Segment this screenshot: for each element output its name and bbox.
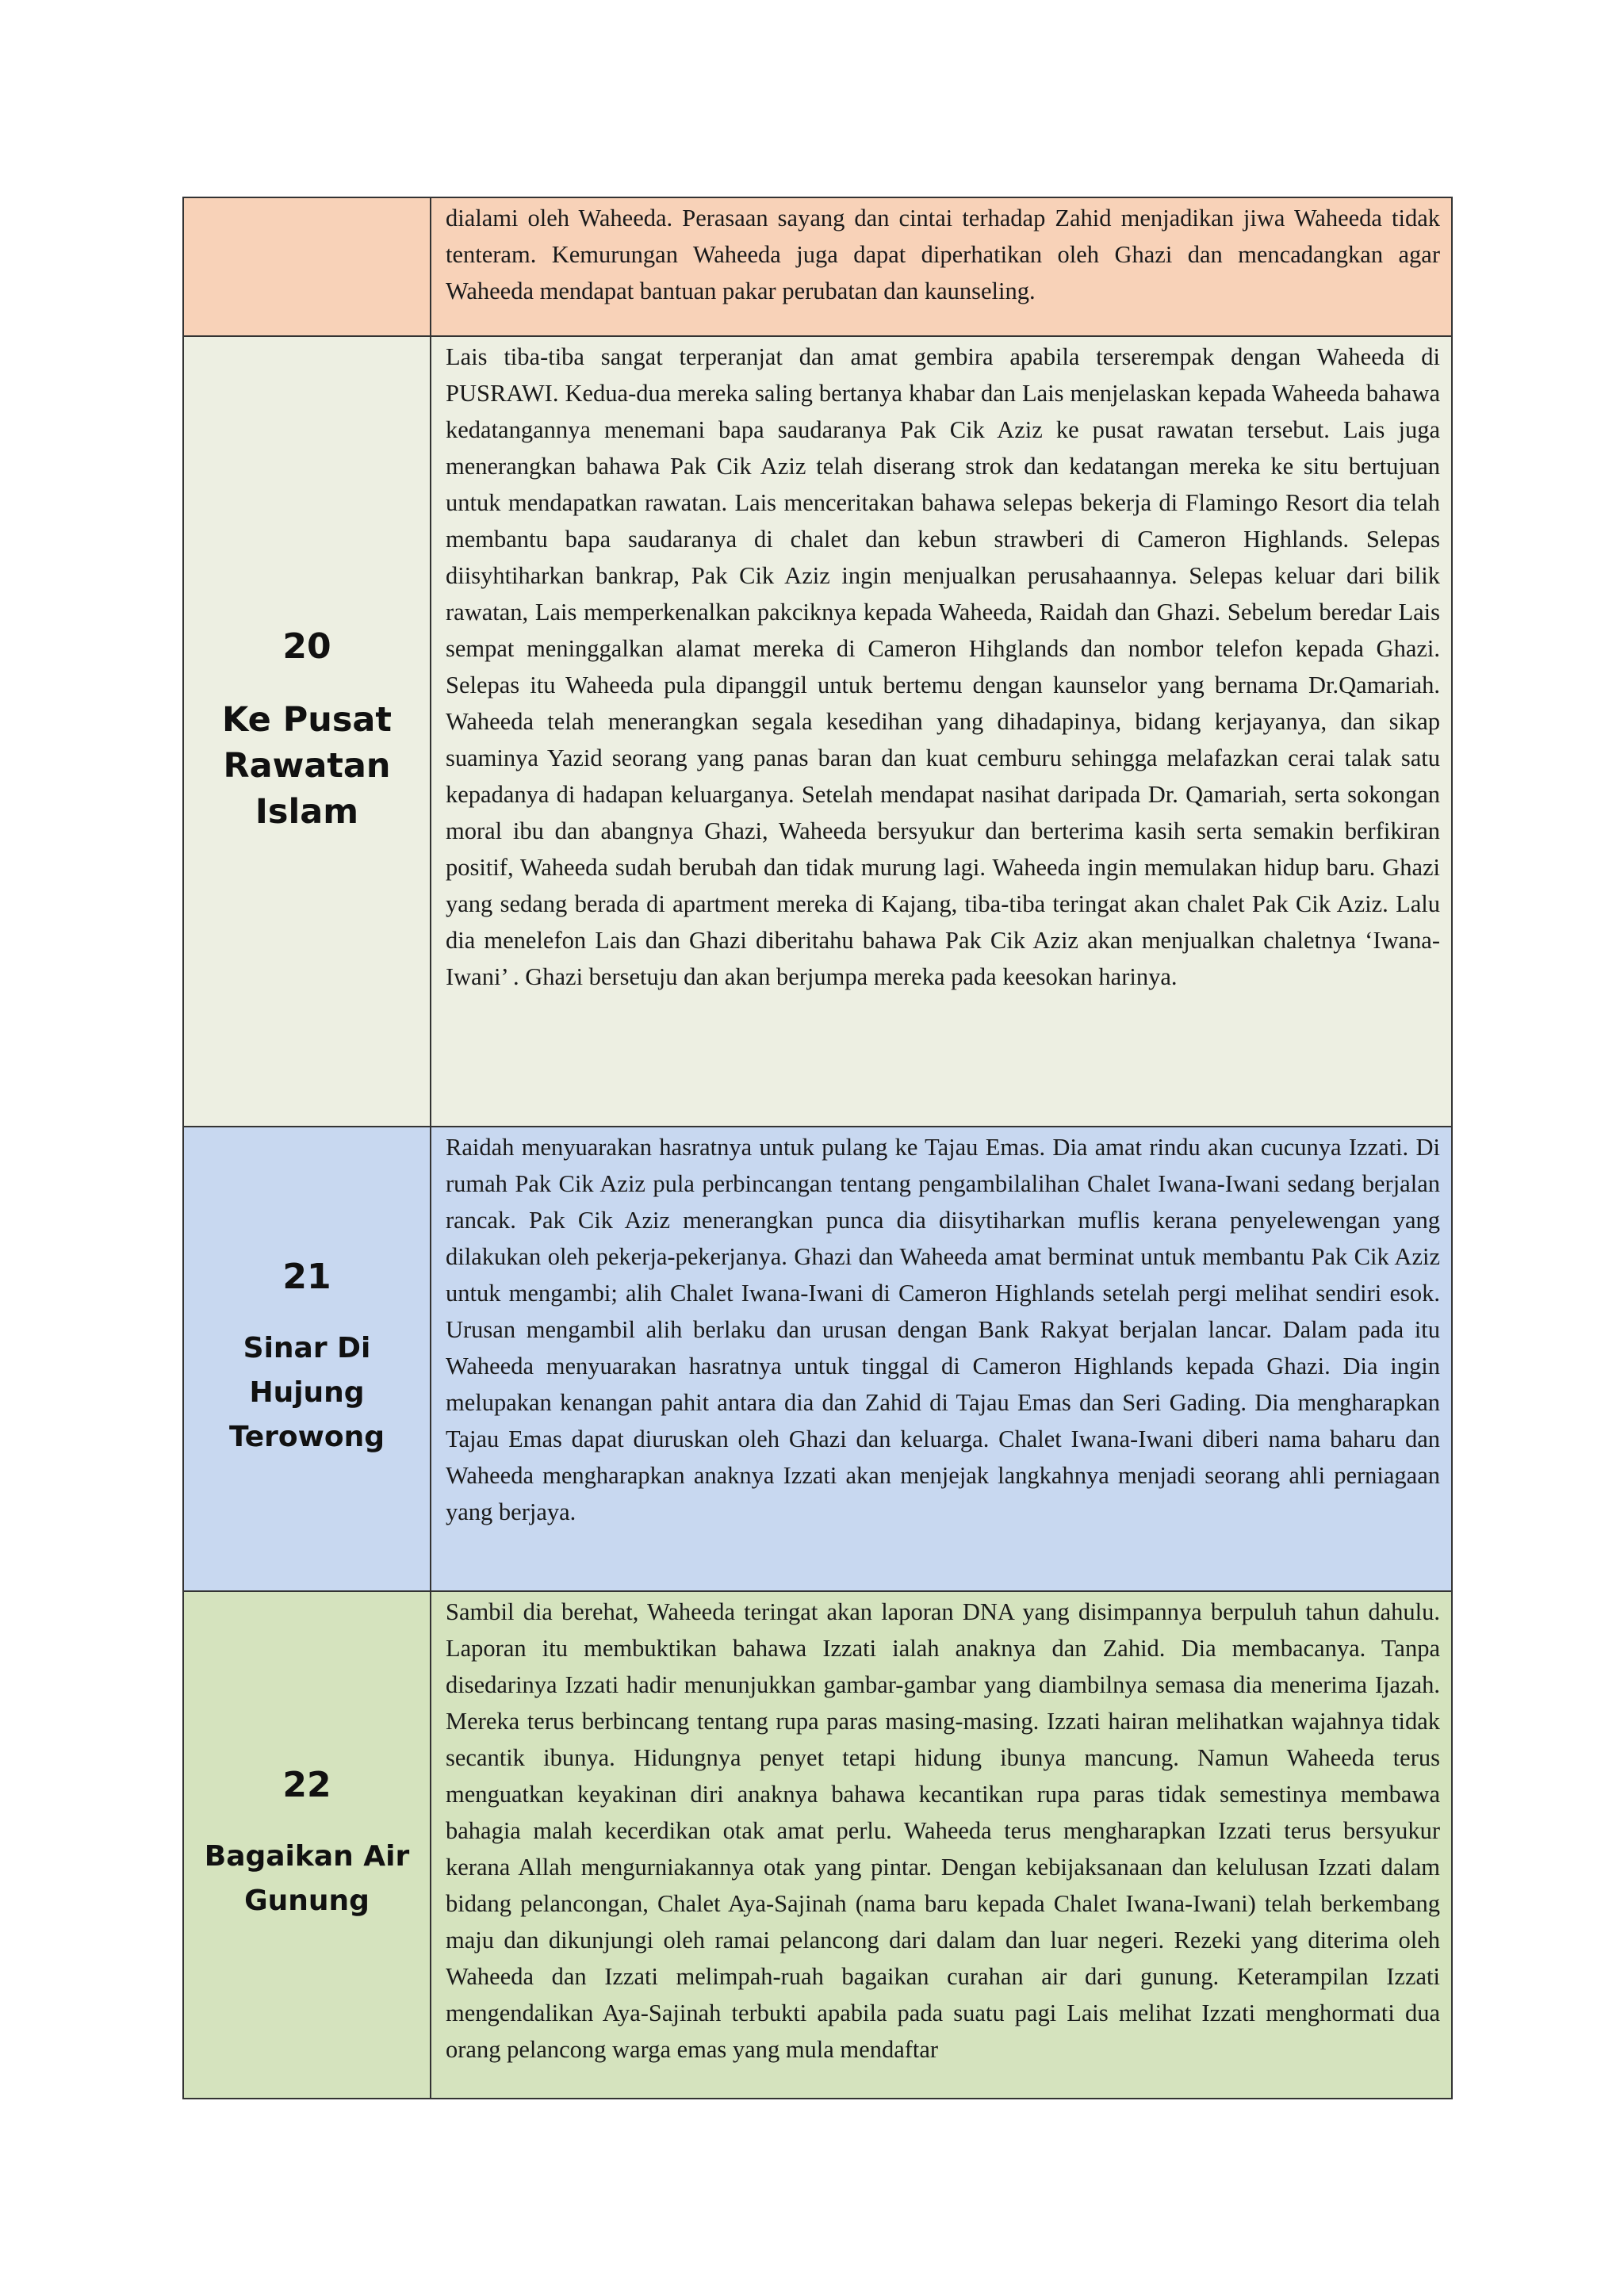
synopsis-text-cell — [431, 1127, 1452, 1591]
chapter-title: Sinar Di Hujung Terowong — [228, 1332, 385, 1454]
chapter-number: 22 — [282, 1764, 331, 1805]
synopsis-text-cell — [431, 336, 1452, 1127]
synopsis-text: dialami oleh Waheeda. Perasaan sayang dan cintai terhadap Zahid menjadikan jiwa Waheeda tidak tenteram. Kemurungan Waheeda juga dapat diperhatikan oleh Ghazi dan mencadangkan agar Waheeda mendapat bantuan pakar perubatan dan kaunseling. — [446, 205, 1440, 304]
synopsis-text: Sambil dia berehat, Waheeda teringat akan laporan DNA yang disimpannya berpuluh tahun dahulu. Laporan itu membuktikan bahawa Izzati ialah anaknya dan Zahid. Dia membacanya. Tanpa disedarinya Izzati hadir menunjukkan gambar-gambar yang diambilnya semasa dia menerima Ijazah. Mereka terus berbincang tentang rupa paras masing-masing. Izzati hairan melihatkan wajahnya tidak secantik ibunya. Hidungnya penyet tetapi hidung ibunya mancung. Namun Waheeda terus menguatkan keyakinan diri anaknya bahawa kecantikan rupa paras tidak semestinya membawa bahagia malah kecerdikan otak amat perlu. Waheeda terus mengharapkan Izzati terus bersyukur kerana Allah mengurniakannya otak yang pintar. Dengan kebijaksanaan dan kelulusan Izzati dalam bidang pelancongan, Chalet Aya-Sajinah (nama baru kepada Chalet Iwana-Iwani) telah berkembang maju dan dikunjungi oleh ramai pelancong dari dalam dan luar negeri. Rezeki yang diterima oleh Waheeda dan Izzati melimpah-ruah bagaikan curahan air dari gunung. Keterampilan Izzati mengendalikan Aya-Sajinah terbukti apabila pada suatu pagi Lais melihat Izzati menghormati dua orang pelancong warga emas yang mula mendaftar — [446, 1598, 1440, 2063]
chapter-title: Ke Pusat Rawatan Islam — [222, 699, 392, 832]
table-row — [183, 197, 1452, 336]
chapter-cell — [183, 336, 431, 1127]
synopsis-text-cell — [431, 1591, 1452, 2099]
synopsis-text: Lais tiba-tiba sangat terperanjat dan amat gembira apabila terserempak dengan Waheeda di PUSRAWI. Kedua-dua mereka saling bertanya khabar dan Lais menjelaskan kepada Waheeda bahawa kedatangannya menemani bapa saudaranya Pak Cik Aziz ke pusat rawatan tersebut. Lais juga menerangkan bahawa Pak Cik Aziz telah diserang strok dan kedatangan mereka ke situ bertujuan untuk mendapatkan rawatan. Lais menceritakan bahawa selepas bekerja di Flamingo Resort dia telah membantu bapa saudaranya di chalet dan kebun strawberi di Cameron Highlands. Selepas diisyhtiharkan bankrap, Pak Cik Aziz ingin menjualkan perusahaannya. Selepas keluar dari bilik rawatan, Lais memperkenalkan pakciknya kepada Waheeda, Raidah dan Ghazi. Sebelum beredar Lais sempat meninggalkan alamat mereka di Cameron Hihglands dan nombor telefon kepada Ghazi. Selepas itu Waheeda pula dipanggil untuk bertemu dengan kaunselor yang bernama Dr.Qamariah. Waheeda telah menerangkan segala kesedihan yang dihadapinya, bidang kerjayanya, dan sikap suaminya Yazid seorang yang panas baran dan kuat cemburu sehingga melafazkan cerai talak satu kepadanya di hadapan keluarganya. Setelah mendapat nasihat daripada Dr. Qamariah, serta sokongan moral ibu dan abangnya Ghazi, Waheeda bersyukur dan berterima kasih serta semakin berfikiran positif, Waheeda sudah berubah dan tidak murung lagi. Waheeda ingin memulakan hidup baru. Ghazi yang sedang berada di apartment mereka di Kajang, tiba-tiba teringat akan chalet Pak Cik Aziz. Lalu dia menelefon Lais dan Ghazi diberitahu bahawa Pak Cik Aziz akan menjualkan chaletnya ‘Iwana-Iwani’ . Ghazi bersetuju dan akan berjumpa mereka pada keesokan harinya. — [446, 343, 1440, 990]
table-row — [183, 1127, 1452, 1591]
chapter-number: 20 — [282, 626, 331, 668]
chapter-cell — [183, 1591, 431, 2099]
chapter-number: 21 — [282, 1256, 331, 1297]
synopsis-text-cell — [431, 197, 1452, 336]
table-row — [183, 336, 1452, 1127]
chapter-cell — [183, 1127, 431, 1591]
chapter-cell-empty — [183, 197, 431, 336]
table-row — [183, 1591, 1452, 2099]
synopsis-text: Raidah menyuarakan hasratnya untuk pulang ke Tajau Emas. Dia amat rindu akan cucunya Izzati. Di rumah Pak Cik Aziz pula perbincangan tentang pengambilalihan Chalet Iwana-Iwani sedang berjalan rancak. Pak Cik Aziz menerangkan punca dia diisytiharkan muflis kerana penyelewengan yang dilakukan oleh pekerja-pekerjanya. Ghazi dan Waheeda amat berminat untuk membantu Pak Cik Aziz untuk mengambi; alih Chalet Iwana-Iwani di Cameron Highlands setelah pergi melihat sendiri esok. Urusan mengambil alih berlaku dan urusan dengan Bank Rakyat berjalan lancar. Dalam pada itu Waheeda menyuarakan hasratnya untuk tinggal di Cameron Highlands kepada Ghazi. Dia ingin melupakan kenangan pahit antara dia dan Zahid di Tajau Emas dan Seri Gading. Dia mengharapkan Tajau Emas dapat diuruskan oleh Ghazi dan keluarga. Chalet Iwana-Iwani diberi nama baharu dan Waheeda mengharapkan anaknya Izzati akan menjejak langkahnya menjadi seorang ahli perniagaan yang berjaya. — [446, 1134, 1440, 1525]
synopsis-table — [182, 197, 1453, 2099]
chapter-title: Bagaikan Air Gunung — [204, 1840, 410, 1918]
